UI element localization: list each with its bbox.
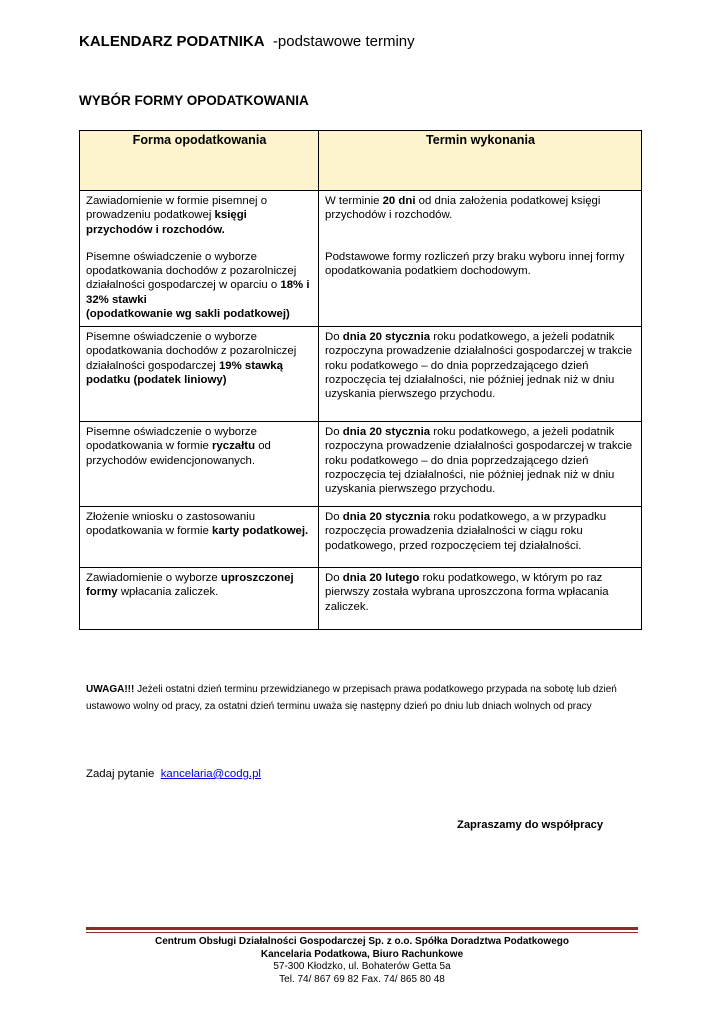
email-link[interactable]: kancelaria@codg.pl bbox=[160, 768, 261, 780]
table-cell-form: Złożenie wniosku o zastosowaniu opodatkowania w formie karty podatkowej. bbox=[80, 507, 319, 568]
notice-text bbox=[86, 682, 646, 715]
table-cell-deadline: Do dnia 20 lutego roku podatkowego, w którym po raz pierwszy została wybrana uproszczona forma wpłacania zaliczek. bbox=[319, 568, 642, 630]
tax-form-table bbox=[79, 130, 642, 630]
cell-paragraph: W terminie 20 dni od dnia założenia podatkowej księgi przychodów i rozchodów. bbox=[325, 195, 601, 222]
page-title bbox=[79, 33, 415, 50]
footer-company: Centrum Obsługi Działalności Gospodarczej Sp. z o.o. Spółka Doradztwa Podatkowego bbox=[155, 936, 569, 947]
cell-paragraph: Pisemne oświadczenie o wyborze opodatkowania dochodów z pozarolniczej działalności gospodarczej w oparciu o 18% i 32% stawki (opodatkowanie wg sakli podatkowej) bbox=[86, 250, 310, 321]
column-header-form: Forma opodatkowania bbox=[80, 131, 319, 191]
table-cell-form bbox=[80, 191, 319, 327]
table-row bbox=[80, 507, 642, 568]
table-cell-deadline: Do dnia 20 stycznia roku podatkowego, a jeżeli podatnik rozpoczyna prowadzenie działalności gospodarczej w trakcie roku podatkowego – do dnia poprzedzającego dzień rozpoczęcia tej działalności, nie później jednak niż w dniu uzyskania pierwszego przychodu. bbox=[319, 422, 642, 507]
page-title-bold: KALENDARZ PODATNIKA bbox=[79, 33, 265, 50]
footer bbox=[86, 936, 638, 986]
notice-body: Jeżeli ostatni dzień terminu przewidzianego w przepisach prawa podatkowego przypada na sobotę lub dzień ustawowo wolny od pracy, za ostatni dzień terminu uważa się następny dzień po dniu lub dniach wolnych od pracy bbox=[86, 684, 617, 712]
footer-divider bbox=[86, 927, 638, 930]
table-cell-deadline: Do dnia 20 stycznia roku podatkowego, a jeżeli podatnik rozpoczyna prowadzenie działalności gospodarczej w trakcie roku podatkowego – do dnia poprzedzającego dzień rozpoczęcia tej działalności, nie później jednak niż w dniu uzyskania pierwszego przychodu. bbox=[319, 327, 642, 422]
table-cell-form: Zawiadomienie o wyborze uproszczonej formy wpłacania zaliczek. bbox=[80, 568, 319, 630]
table-row bbox=[80, 191, 642, 327]
cell-paragraph: Zawiadomienie w formie pisemnej o prowadzeniu podatkowej księgi przychodów i rozchodów. bbox=[86, 195, 268, 236]
footer-services: Kancelaria Podatkowa, Biuro Rachunkowe bbox=[260, 948, 464, 960]
ask-label: Zadaj pytanie bbox=[86, 768, 161, 780]
footer-contact: Tel. 74/ 867 69 82 Fax. 74/ 865 80 48 bbox=[279, 973, 445, 985]
table-row bbox=[80, 327, 642, 422]
table-row bbox=[80, 422, 642, 507]
table-cell-form: Pisemne oświadczenie o wyborze opodatkowania w formie ryczałtu od przychodów ewidencjonowanych. bbox=[80, 422, 319, 507]
table-cell-deadline bbox=[319, 191, 642, 327]
page-title-rest: -podstawowe terminy bbox=[272, 33, 415, 50]
cell-paragraph: Podstawowe formy rozliczeń przy braku wyboru innej formy opodatkowania podatkiem dochodowym. bbox=[325, 250, 625, 277]
section-title: WYBÓR FORMY OPODATKOWANIA bbox=[79, 93, 309, 108]
footer-divider-thin bbox=[86, 932, 638, 933]
table-row bbox=[80, 568, 642, 630]
table-cell-deadline: Do dnia 20 stycznia roku podatkowego, a w przypadku rozpoczęcia prowadzenia działalności w ciągu roku podatkowego, przed rozpoczęciem tej działalności. bbox=[319, 507, 642, 568]
footer-address: 57-300 Kłodzko, ul. Bohaterów Getta 5a bbox=[273, 961, 451, 973]
column-header-deadline: Termin wykonania bbox=[319, 131, 642, 191]
table-header-row bbox=[80, 131, 642, 191]
table-cell-form: Pisemne oświadczenie o wyborze opodatkowania dochodów z pozarolniczej działalności gospodarczej 19% stawką podatku (podatek liniowy) bbox=[80, 327, 319, 422]
ask-question bbox=[86, 768, 261, 780]
notice-label: UWAGA!!! bbox=[86, 684, 135, 695]
invite-text: Zapraszamy do współpracy bbox=[457, 819, 604, 831]
